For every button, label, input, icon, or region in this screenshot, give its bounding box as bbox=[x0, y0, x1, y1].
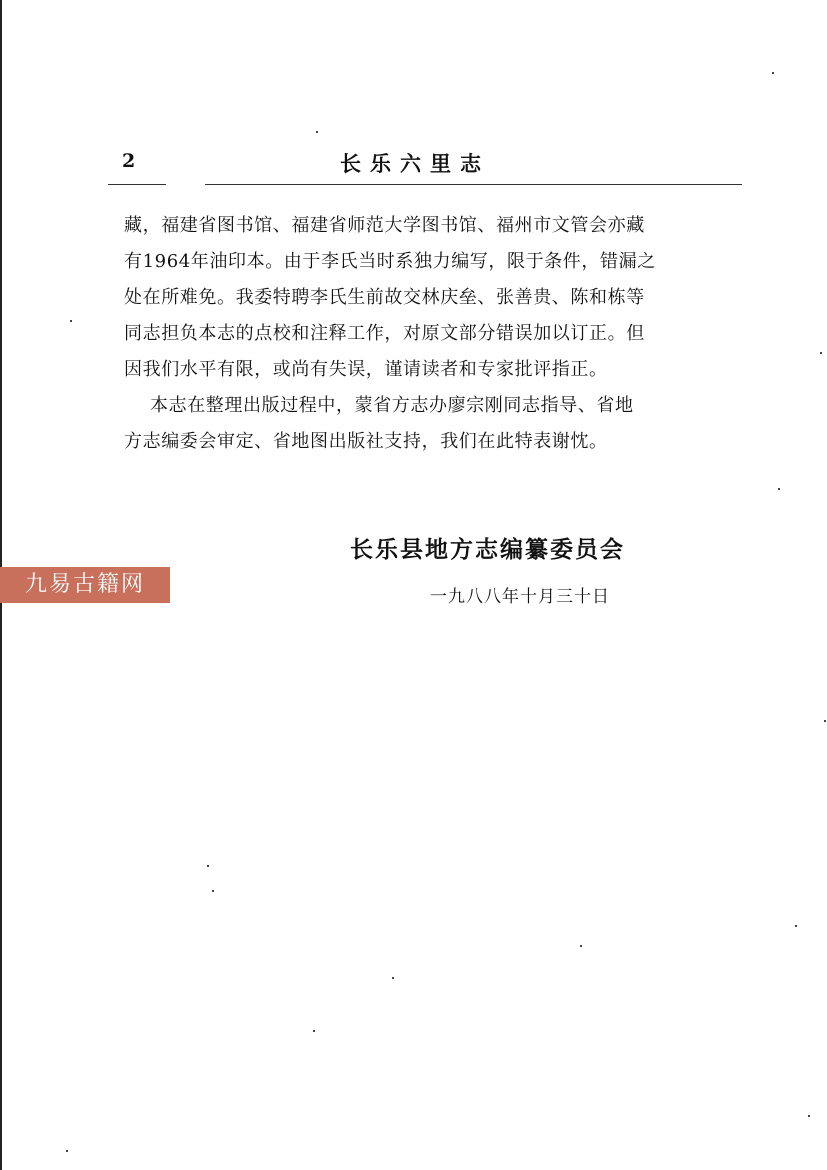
scan-speck bbox=[808, 1115, 810, 1117]
body-line: 方志编委会审定、省地图出版社支持，我们在此特表谢忱。 bbox=[124, 431, 608, 452]
scan-speck bbox=[580, 945, 582, 947]
header-rule-short bbox=[108, 184, 166, 185]
scan-speck bbox=[70, 320, 72, 322]
header-rule-long bbox=[205, 184, 742, 185]
watermark-banner: 九易古籍网 bbox=[0, 567, 170, 603]
body-line: 有1964年油印本。由于李氏当时系独力编写，限于条件，错漏之 bbox=[124, 251, 656, 272]
body-line: 处在所难免。我委特聘李氏生前故交林庆垒、张善贵、陈和栋等 bbox=[124, 287, 645, 308]
body-line: 同志担负本志的点校和注释工作，对原文部分错误加以订正。但 bbox=[124, 323, 645, 344]
signature-organization: 长乐县地方志编纂委员会 bbox=[350, 537, 625, 563]
running-title: 长乐六里志 bbox=[340, 151, 490, 176]
page-number: 2 bbox=[122, 150, 136, 172]
scan-speck bbox=[778, 488, 780, 490]
scan-speck bbox=[207, 865, 209, 867]
scan-speck bbox=[824, 720, 826, 722]
scan-speck bbox=[313, 1030, 315, 1032]
scan-speck bbox=[212, 890, 214, 892]
body-text bbox=[124, 208, 754, 460]
scan-speck bbox=[392, 977, 394, 979]
body-line: 藏，福建省图书馆、福建省师范大学图书馆、福州市文管会亦藏 bbox=[124, 215, 645, 236]
scan-speck bbox=[66, 1150, 68, 1152]
signature-date: 一九八八年十月三十日 bbox=[430, 587, 610, 607]
body-line: 因我们水平有限，或尚有失误，谨请读者和专家批评指正。 bbox=[124, 359, 608, 380]
body-line: 本志在整理出版过程中，蒙省方志办廖宗刚同志指导、省地 bbox=[150, 395, 634, 416]
scan-speck bbox=[820, 352, 822, 354]
scan-speck bbox=[316, 131, 318, 133]
scan-speck bbox=[772, 72, 774, 74]
scan-speck bbox=[795, 925, 797, 927]
